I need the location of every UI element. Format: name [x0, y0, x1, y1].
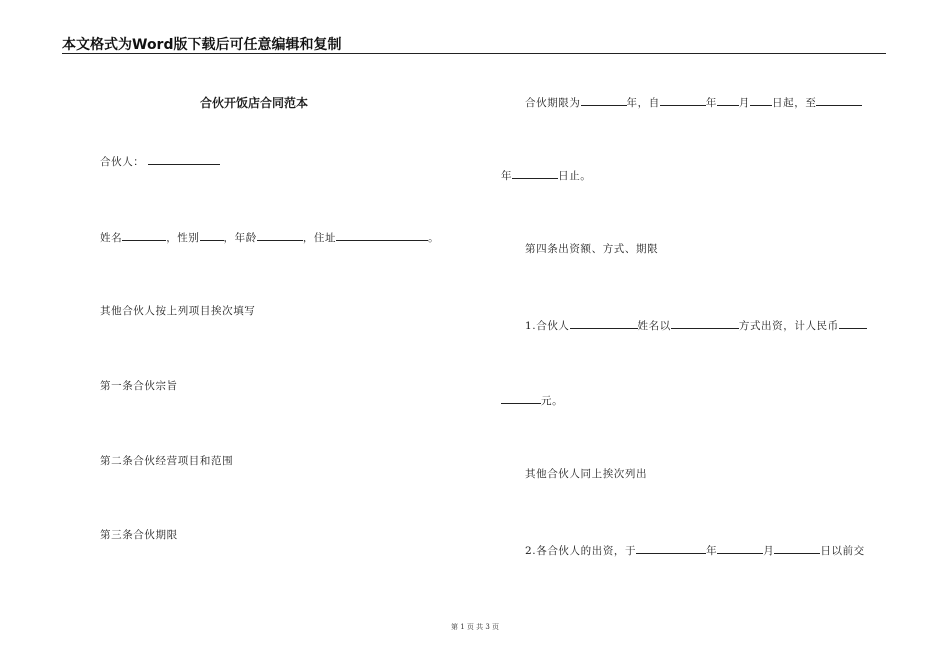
start-month-blank — [717, 94, 739, 106]
item2-month: 月 — [763, 545, 775, 557]
term-years-blank — [581, 94, 627, 106]
contrib-partner-blank — [570, 317, 638, 329]
contribution-yuan-line — [501, 392, 563, 408]
item2-year-blank — [636, 542, 706, 554]
address-end: 。 — [428, 232, 440, 244]
article-2: 第二条合伙经营项目和范围 — [100, 455, 234, 467]
other-partners-line: 其他合伙人按上列项目挨次填写 — [100, 305, 256, 317]
item2-year: 年 — [706, 545, 718, 557]
address-label: ，住址 — [302, 232, 337, 244]
contrib-method: 方式出资，计人民币 — [738, 320, 839, 332]
age-label: ，年龄 — [223, 232, 257, 244]
start-year-blank — [660, 94, 706, 106]
item2-day: 日以前交 — [820, 545, 865, 557]
contrib-amount-cont-blank — [501, 392, 541, 404]
term-end-day: 日止。 — [558, 170, 592, 182]
gender-label: ，性别 — [166, 232, 200, 244]
partner-line — [100, 153, 220, 169]
item2-prefix: 2.各合伙人的出资，于 — [525, 545, 637, 557]
page-footer: 第 1 页 共 3 页 — [450, 623, 500, 631]
partner-blank — [148, 153, 220, 165]
term-day-to: 日起，至 — [772, 97, 817, 109]
other-same-line: 其他合伙人同上挨次列出 — [525, 468, 648, 480]
end-year-prefix-blank — [816, 94, 862, 106]
name-blank — [122, 229, 166, 241]
contribution-line — [525, 317, 867, 333]
term-year: 年 — [705, 97, 717, 109]
item2-month-blank — [717, 542, 763, 554]
article-4: 第四条出资额、方式、期限 — [525, 243, 659, 255]
contrib-name: 姓名以 — [637, 320, 671, 332]
name-label: 姓名 — [100, 232, 123, 244]
contrib-prefix: 1.合伙人 — [525, 320, 570, 332]
end-day-blank — [512, 167, 558, 179]
contrib-amount-blank — [839, 317, 867, 329]
term-end-line — [501, 167, 591, 183]
document-title: 合伙开饭店合同范本 — [200, 96, 309, 110]
term-prefix: 合伙期限为 — [525, 97, 581, 109]
item2-line — [525, 542, 865, 558]
term-end-year: 年 — [501, 170, 513, 182]
article-1: 第一条合伙宗旨 — [100, 380, 178, 392]
header-divider — [62, 53, 886, 54]
term-month: 月 — [738, 97, 751, 109]
contrib-method-blank — [671, 317, 739, 329]
term-year-from: 年，自 — [626, 97, 660, 109]
start-day-blank — [750, 94, 772, 106]
contrib-yuan: 元。 — [541, 395, 564, 407]
term-line — [525, 94, 862, 110]
gender-blank — [200, 229, 224, 241]
header-title: 本文格式为Word版下载后可任意编辑和复制 — [62, 37, 342, 53]
age-blank — [257, 229, 303, 241]
partner-label: 合伙人： — [100, 156, 145, 168]
address-blank — [336, 229, 428, 241]
article-3: 第三条合伙期限 — [100, 529, 178, 541]
item2-day-blank — [774, 542, 820, 554]
identity-line — [100, 229, 439, 245]
